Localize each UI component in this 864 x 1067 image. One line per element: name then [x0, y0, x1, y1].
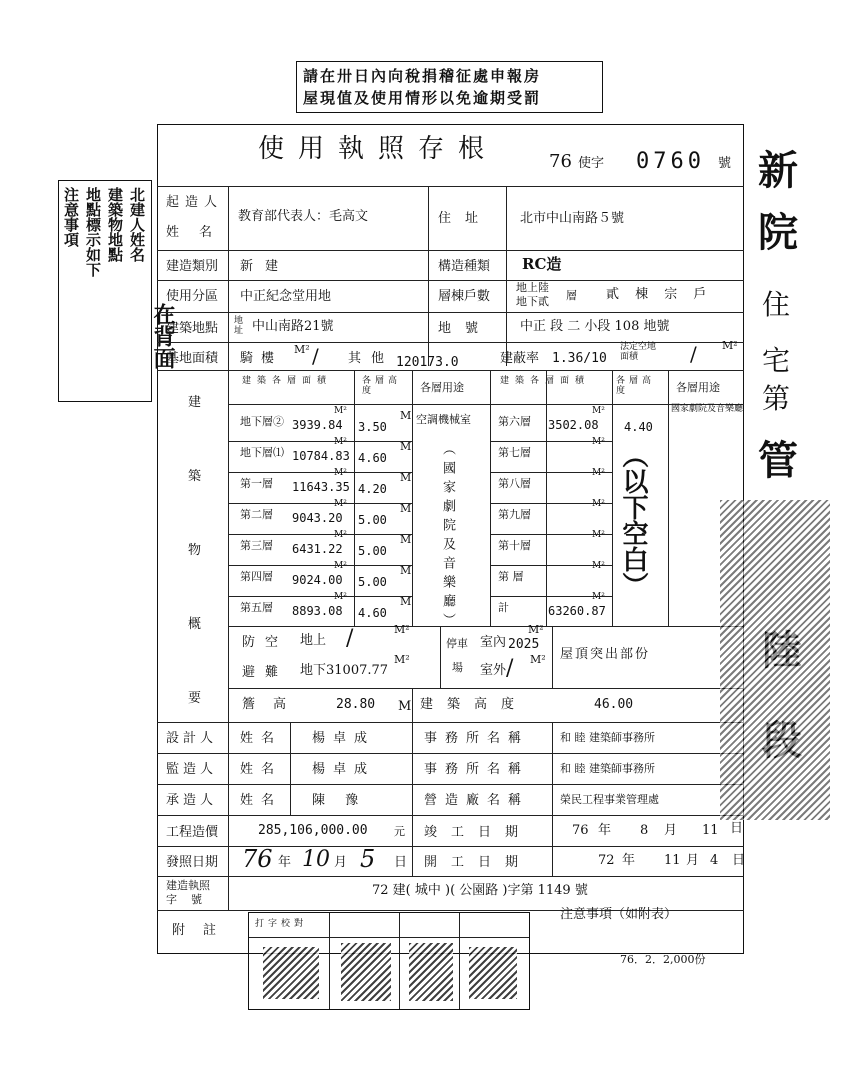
- shelter-above: 地上: [300, 633, 327, 648]
- person-org-label: 營造廠名稱: [424, 793, 530, 808]
- left-floor-m2: M²: [334, 530, 347, 540]
- floors-unit: 層: [566, 289, 577, 302]
- left-floor-m: M: [400, 440, 412, 453]
- issue-d: 5: [360, 845, 376, 873]
- issue-ml: 月: [334, 855, 348, 870]
- person-name: 陳 豫: [312, 793, 367, 808]
- right-floor-m2: M²: [592, 561, 605, 571]
- build-type-value: 新建: [240, 259, 291, 274]
- cost-value: 285,106,000.00: [258, 823, 368, 838]
- start-yl: 年: [622, 853, 636, 868]
- person-org-label: 事務所名稱: [424, 731, 530, 746]
- left-floor-area: 11643.35: [292, 480, 350, 494]
- left-floor-area: 8893.08: [292, 604, 343, 618]
- shelter-above-slash: /: [346, 626, 354, 651]
- left-floor-area: 6431.22: [292, 542, 343, 556]
- seal-smudge-4: [469, 947, 517, 999]
- left-floor-m: M: [400, 564, 412, 577]
- site-area-m2-1: M²: [294, 343, 310, 356]
- eave-label: 簷高: [242, 697, 305, 712]
- right-floor-m2: M²: [592, 499, 605, 509]
- left-floor-m: M: [400, 409, 412, 422]
- right-fragment-4: 宅: [762, 344, 791, 377]
- print-note: 76．2．2,000份: [620, 953, 706, 966]
- height-label: 建築高度: [420, 697, 529, 712]
- right-floor-m2: M²: [592, 437, 605, 447]
- top-notice-stamp: [296, 61, 603, 113]
- location-label: 建築地點: [166, 321, 219, 336]
- left-floor-name: 第五層: [240, 601, 273, 614]
- site-area-slash: /: [312, 344, 319, 368]
- left-floor-m: M: [400, 533, 412, 546]
- right-row-line: [490, 503, 612, 504]
- address-value: 北市中山南路５號: [520, 211, 625, 226]
- structure-label: 構造種類: [438, 259, 491, 274]
- right-floor-name: 第 層: [498, 570, 524, 583]
- left-floor-height: 5.00: [358, 544, 387, 558]
- left-floor-m2: M²: [334, 406, 347, 416]
- parking-out-m2: M²: [530, 653, 546, 666]
- right-floor-name: 計: [498, 601, 509, 614]
- left-floor-area: 3939.84: [292, 418, 343, 432]
- remarks-value: 注意事項（如附表）: [560, 907, 678, 922]
- person-divider: [412, 784, 413, 815]
- left-floor-area: 10784.83: [292, 449, 350, 463]
- left-floor-name: 第一層: [240, 477, 273, 490]
- left-row-line: [228, 565, 412, 566]
- issue-label: 發照日期: [166, 855, 219, 870]
- left-floor-height: 4.60: [358, 606, 387, 620]
- complete-d: 11: [702, 823, 719, 838]
- start-m: 11: [664, 853, 681, 868]
- floors-count: 貳 棟 宗 戶: [606, 287, 713, 302]
- coverage-value: 1.36/10: [552, 351, 607, 366]
- right-floor-area: 3502.08: [548, 418, 599, 432]
- seal-smudge-1: [263, 947, 319, 999]
- person-row-line: [157, 784, 744, 785]
- cost-label: 工程造價: [166, 825, 219, 840]
- permit-suffix: 號: [718, 156, 732, 171]
- address-label: 住址: [438, 211, 493, 226]
- person-divider: [552, 722, 553, 753]
- right-row-line: [490, 565, 612, 566]
- right-floor-area: 63260.87: [548, 604, 606, 618]
- right-floor-m2: M²: [592, 406, 605, 416]
- left-row-line: [228, 503, 412, 504]
- right-floor-name: 第九層: [498, 508, 531, 521]
- person-name-label: 姓名: [240, 762, 283, 777]
- start-dl: 日: [732, 853, 746, 868]
- right-fragment-6: 管: [758, 437, 798, 484]
- right-floor-name: 第八層: [498, 477, 531, 490]
- seal-smudge-3: [409, 943, 453, 1001]
- left-floor-height: 3.50: [358, 420, 387, 434]
- lot-label: 地號: [438, 321, 493, 336]
- parking-in-value: 2025: [508, 637, 540, 652]
- permit-type: 使字: [578, 156, 605, 171]
- start-ml: 月: [686, 853, 700, 868]
- seal-smudge-2: [341, 943, 391, 1001]
- left-floor-m: M: [400, 595, 412, 608]
- top-notice-line-1: 請在卅日內向稅捐稽征處申報房: [303, 67, 542, 85]
- shelter-below-m2: M²: [394, 653, 410, 666]
- builder-value: 教育部代表人：毛高文: [238, 209, 369, 224]
- left-floor-m2: M²: [334, 437, 347, 447]
- open-space-slash: /: [690, 342, 697, 366]
- zone-value: 中正紀念堂用地: [240, 289, 332, 304]
- overview-char-1: 建: [188, 395, 202, 410]
- left-floor-height: 4.20: [358, 482, 387, 496]
- right-floor-name: 第十層: [498, 539, 531, 552]
- right-fragment-5: 第: [762, 382, 791, 415]
- left-floor-name: 地下層⑴: [240, 446, 284, 459]
- right-fragment-2: 院: [758, 209, 798, 256]
- use-right-first: 國家劇院及音樂廳: [671, 404, 744, 414]
- eave-value: 28.80: [336, 697, 376, 712]
- complete-label: 竣工日期: [424, 825, 533, 840]
- person-name: 楊卓成: [312, 762, 376, 777]
- permit-year: 76: [549, 151, 572, 172]
- issue-dl: 日: [394, 855, 408, 870]
- shelter-label-1: 防空: [242, 635, 289, 650]
- left-floor-name: 第四層: [240, 570, 273, 583]
- typist-label: 打字校對: [255, 919, 308, 929]
- lot-value: 中正 段 二 小段 108 地號: [520, 319, 670, 334]
- person-row-line: [157, 753, 744, 754]
- side-note-col-1: 注意事項: [62, 187, 80, 247]
- left-floor-m2: M²: [334, 499, 347, 509]
- shelter-label-2: 避難: [242, 665, 289, 680]
- builder-label-1: 起造人: [166, 195, 224, 210]
- form-title: 使用執照存根: [258, 134, 499, 164]
- shelter-above-m2: M²: [394, 623, 410, 636]
- header-height-right: 各層高度: [616, 376, 656, 396]
- site-area-sub-2: 其他: [348, 351, 395, 366]
- person-name-label: 姓名: [240, 731, 283, 746]
- permit-ref-label-2: 字號: [166, 893, 216, 906]
- blank-note: （以下空白）: [618, 442, 648, 598]
- right-floor-height: 4.40: [624, 420, 653, 434]
- header-use-left: 各層用途: [420, 381, 464, 394]
- issue-yl: 年: [278, 855, 292, 870]
- left-floor-name: 第二層: [240, 508, 273, 521]
- overview-char-3: 物: [188, 543, 202, 558]
- overview-char-2: 築: [188, 469, 202, 484]
- left-floor-m2: M²: [334, 561, 347, 571]
- side-note-box: [58, 180, 176, 402]
- start-label: 開工日期: [424, 855, 533, 870]
- complete-ml: 月: [664, 823, 678, 838]
- use-left-vertical: （國家劇院及音樂廳）: [440, 442, 455, 632]
- complete-dl: 日: [730, 821, 744, 836]
- cost-unit: 元: [394, 825, 405, 838]
- left-row-line: [228, 472, 412, 473]
- start-y: 72: [598, 853, 615, 868]
- open-space-label: 法定空地面積: [620, 342, 657, 362]
- site-area-label: 基地面積: [166, 351, 219, 366]
- floors-above: 地上陸: [516, 281, 549, 294]
- location-sub: 地址: [234, 316, 244, 336]
- side-note-col-3: 建築物地點: [106, 187, 124, 262]
- remarks-label: 附註: [172, 923, 235, 938]
- person-row-line: [157, 815, 744, 816]
- coverage-label: 建蔽率: [500, 351, 540, 366]
- person-role: 監造人: [166, 762, 218, 777]
- right-floor-name: 第六層: [498, 415, 531, 428]
- parking-label-2: 場: [452, 661, 463, 674]
- structure-value: RC造: [522, 255, 562, 273]
- right-row-line: [490, 534, 612, 535]
- left-floor-m: M: [400, 471, 412, 484]
- complete-y: 76: [572, 823, 589, 838]
- overview-char-4: 概: [188, 617, 202, 632]
- side-note-col-4: 北建人姓名: [128, 187, 146, 262]
- left-floor-height: 5.00: [358, 513, 387, 527]
- right-floor-m2: M²: [592, 530, 605, 540]
- start-d: 4: [710, 853, 719, 868]
- parking-in-m2: M²: [528, 623, 544, 636]
- right-floor-m2: M²: [592, 468, 605, 478]
- left-row-line: [228, 441, 412, 442]
- right-fragment-3: 住: [762, 288, 791, 321]
- site-area-sub-1: 騎樓: [240, 351, 283, 366]
- right-row-line: [490, 596, 612, 597]
- person-divider: [552, 784, 553, 815]
- left-floor-m: M: [400, 502, 412, 515]
- location-value: 中山南路21號: [252, 319, 334, 334]
- person-org-label: 事務所名稱: [424, 762, 530, 777]
- parking-out: 室外: [480, 663, 507, 678]
- person-org: 榮民工程事業管理處: [560, 793, 659, 806]
- permit-number: 0760: [636, 149, 705, 174]
- left-floor-height: 4.60: [358, 451, 387, 465]
- person-org: 和 睦 建築師事務所: [560, 762, 655, 775]
- top-notice-line-2: 屋現值及使用情形以免逾期受罰: [303, 89, 542, 107]
- header-height-left: 各層高度: [362, 376, 402, 396]
- permit-ref-label-1: 建造執照: [166, 879, 210, 892]
- left-floor-m2: M²: [334, 592, 347, 602]
- person-name-label: 姓名: [240, 793, 283, 808]
- left-row-line: [228, 596, 412, 597]
- complete-m: 8: [640, 823, 649, 838]
- open-space-m2: M²: [722, 339, 738, 352]
- parking-in: 室內: [480, 635, 507, 650]
- shelter-below: 地下31007.77: [300, 663, 389, 678]
- right-fragment-1: 新: [758, 147, 798, 194]
- left-row-line: [228, 534, 412, 535]
- right-floor-m2: M²: [592, 592, 605, 602]
- person-divider: [290, 722, 291, 753]
- right-row-line: [490, 472, 612, 473]
- side-note-col-2: 地點標示如下: [84, 187, 102, 277]
- use-left-first: 空調機械室: [416, 413, 471, 426]
- left-floor-m2: M²: [334, 468, 347, 478]
- height-value: 46.00: [594, 697, 634, 712]
- person-divider: [552, 753, 553, 784]
- person-divider: [412, 722, 413, 753]
- issue-m: 10: [302, 847, 330, 872]
- person-divider: [290, 784, 291, 815]
- builder-label-2: 姓名: [166, 225, 233, 240]
- person-role: 承造人: [166, 793, 218, 808]
- floors-label: 層棟戶數: [438, 289, 491, 304]
- header-area-left: 建築各層面積: [242, 376, 333, 386]
- parking-out-slash: /: [506, 656, 514, 681]
- left-floor-name: 第三層: [240, 539, 273, 552]
- overview-char-5: 要: [188, 691, 202, 706]
- eave-unit: M: [398, 699, 412, 714]
- person-divider: [412, 753, 413, 784]
- left-floor-name: 地下層②: [240, 415, 284, 428]
- side-note-back: 在背面: [150, 303, 176, 369]
- left-floor-height: 5.00: [358, 575, 387, 589]
- left-floor-area: 9024.00: [292, 573, 343, 587]
- floors-below: 地下貳: [516, 295, 549, 308]
- complete-yl: 年: [598, 823, 612, 838]
- parking-label-1: 停車: [446, 637, 468, 650]
- typist-stamp: [248, 912, 530, 1010]
- person-role: 設計人: [166, 731, 218, 746]
- right-row-line: [490, 441, 612, 442]
- header-use-right: 各層用途: [676, 381, 720, 394]
- person-name: 楊卓成: [312, 731, 376, 746]
- right-floor-name: 第七層: [498, 446, 531, 459]
- header-area-right: 建築各層面積: [500, 376, 591, 386]
- roof-label: 屋頂突出部份: [560, 647, 651, 662]
- person-org: 和 睦 建築師事務所: [560, 731, 655, 744]
- person-divider: [290, 753, 291, 784]
- zone-label: 使用分區: [166, 289, 219, 304]
- right-stamp-texture: [720, 500, 830, 820]
- permit-ref-value: 72 建( 城中 )( 公園路 )字第 1149 號: [372, 883, 588, 898]
- issue-y: 76: [242, 845, 273, 873]
- build-type-label: 建造類別: [166, 259, 219, 274]
- site-area-value: 120173.0: [396, 355, 459, 370]
- left-floor-area: 9043.20: [292, 511, 343, 525]
